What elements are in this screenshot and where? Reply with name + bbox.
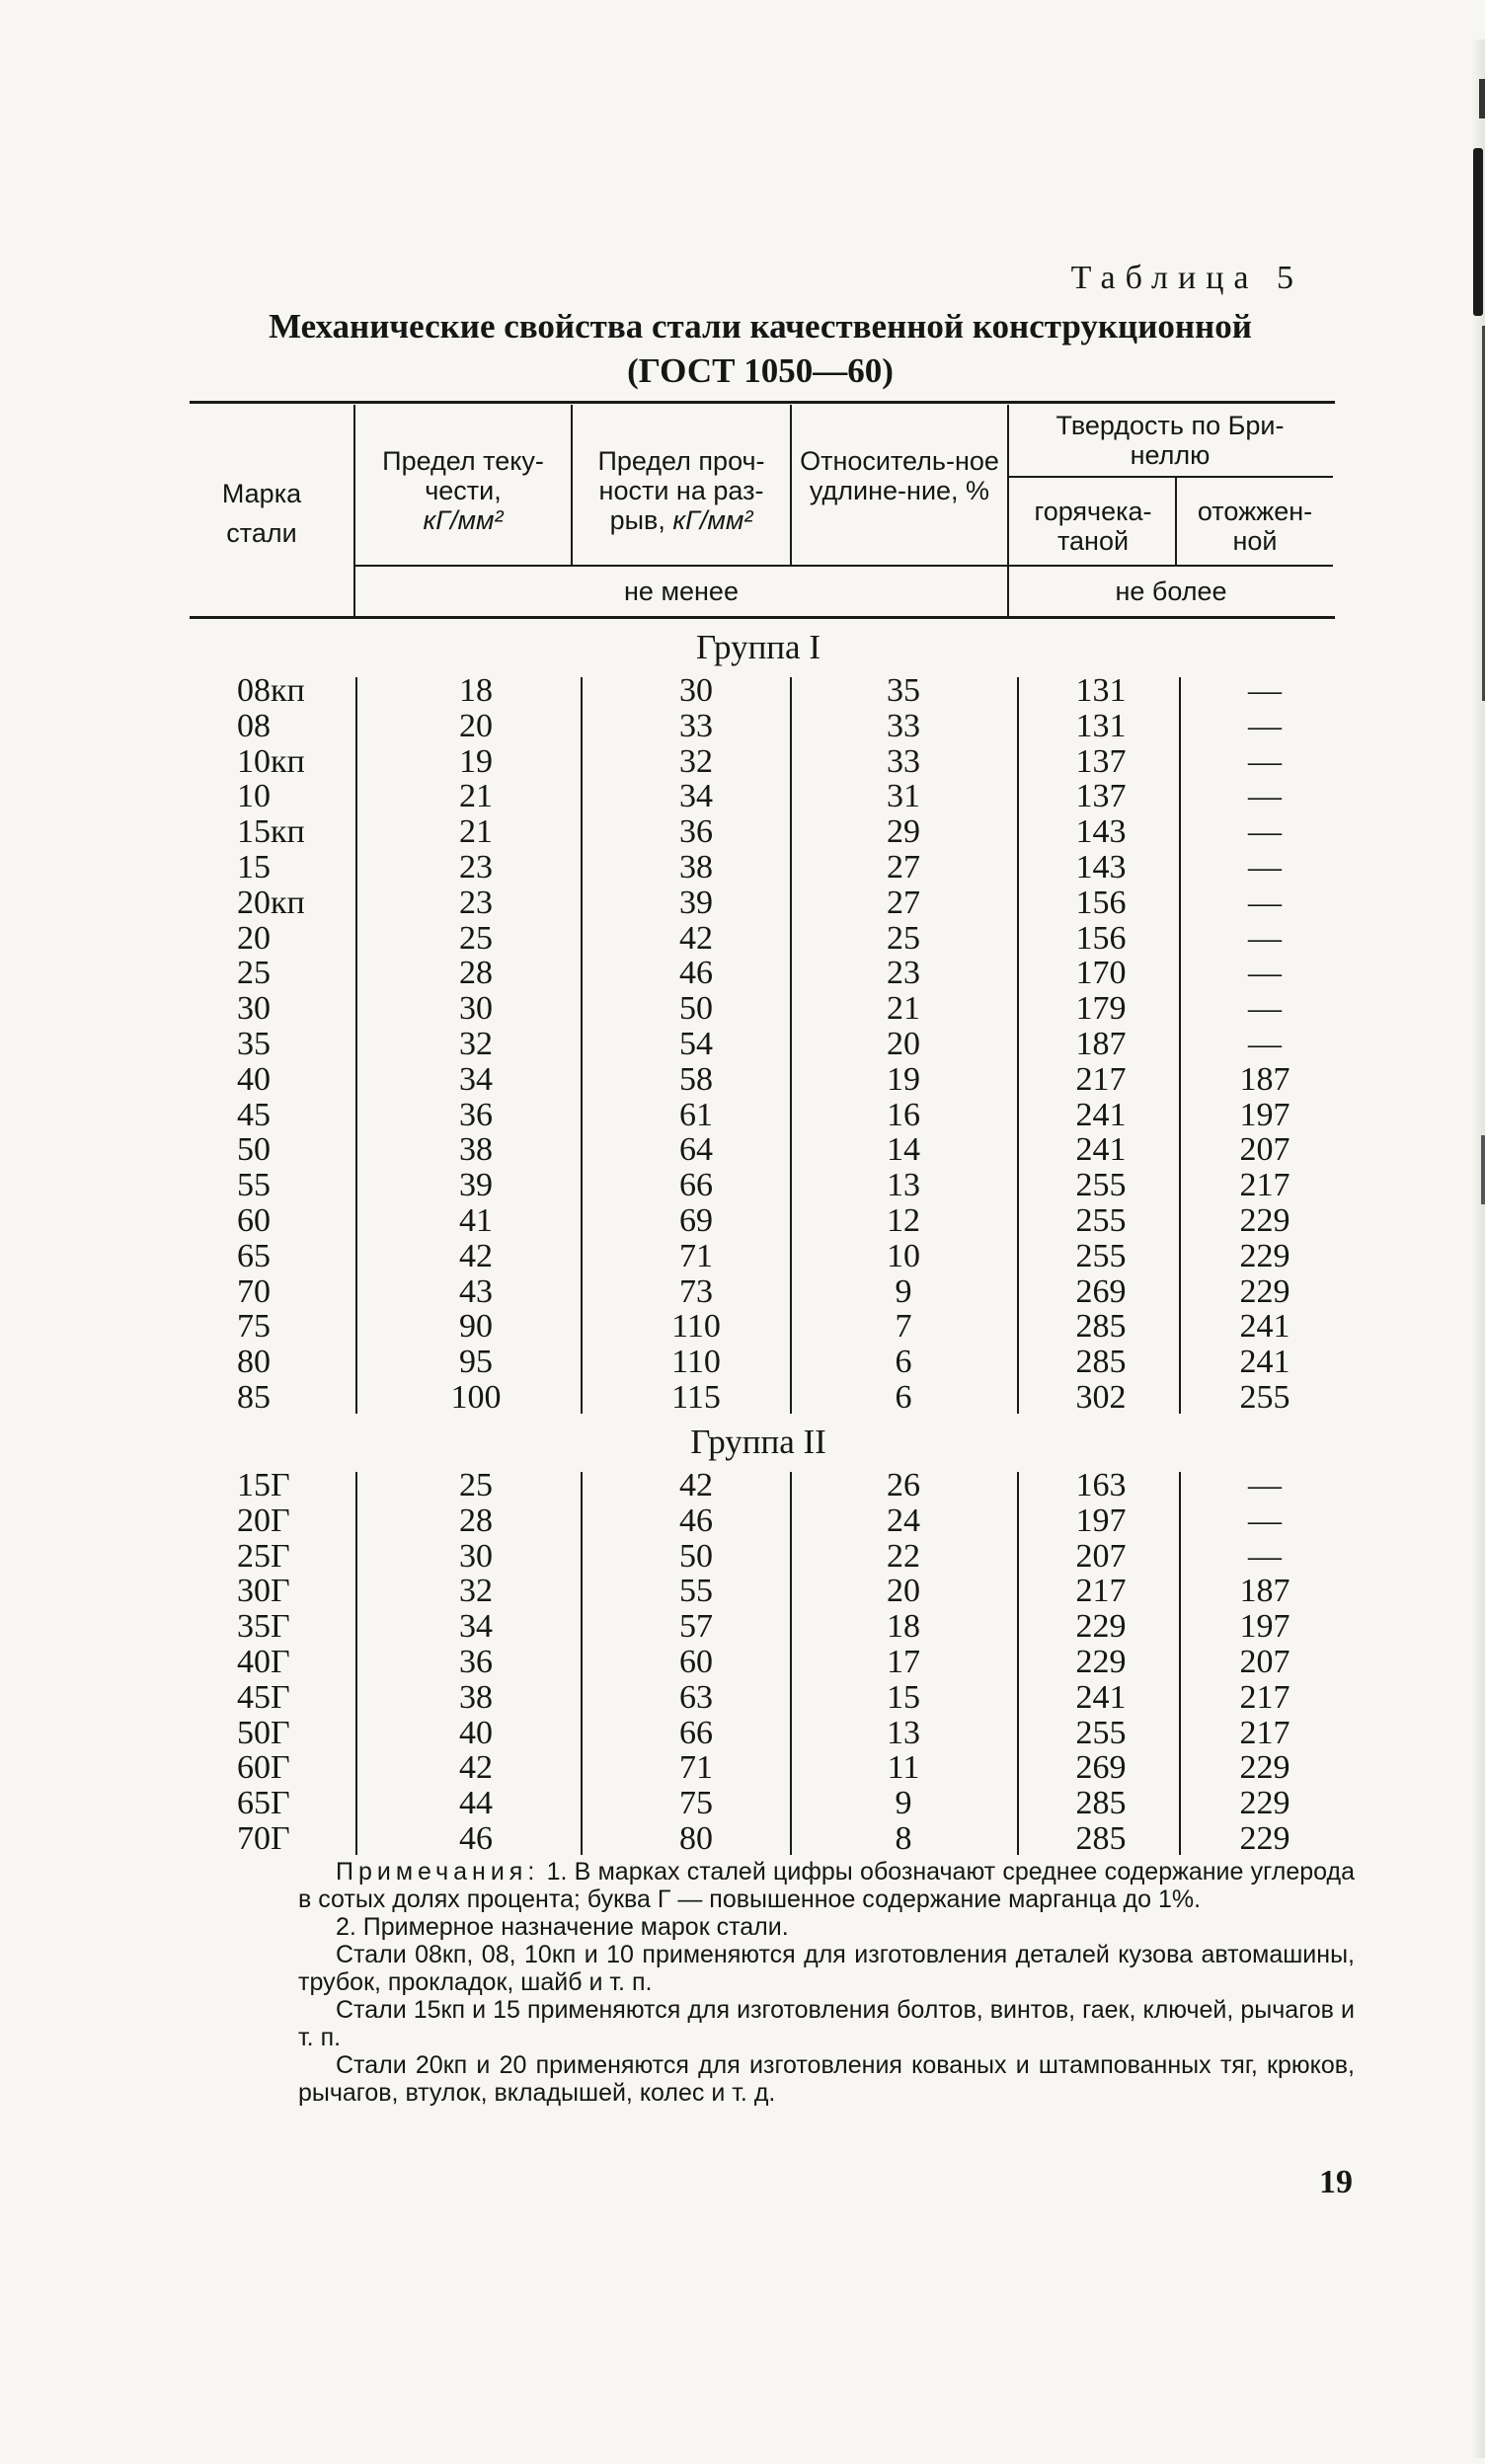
- cell-ann: 187: [1239, 1573, 1290, 1610]
- cell-elong: 27: [887, 849, 920, 886]
- cell-grade: 60Г: [237, 1749, 290, 1787]
- cell-hot: 241: [1075, 1678, 1127, 1716]
- column-divider: [1017, 1472, 1019, 1855]
- cell-yield: 95: [459, 1344, 493, 1381]
- header-tensile-unit: кГ/мм²: [672, 505, 753, 535]
- cell-hot: 131: [1075, 707, 1127, 744]
- cell-elong: 7: [895, 1308, 912, 1346]
- cell-tensile: 38: [679, 849, 713, 886]
- cell-elong: 10: [887, 1237, 920, 1274]
- cell-grade: 75: [237, 1308, 271, 1346]
- cell-hot: 229: [1075, 1644, 1127, 1680]
- cell-hot: 137: [1075, 742, 1127, 780]
- cell-yield: 30: [459, 1537, 493, 1575]
- cell-elong: 20: [887, 1026, 920, 1062]
- cell-tensile: 66: [679, 1714, 713, 1751]
- cell-yield: 38: [459, 1131, 493, 1169]
- cell-elong: 13: [887, 1167, 920, 1204]
- column-divider: [355, 1472, 357, 1855]
- cell-tensile: 71: [679, 1749, 713, 1787]
- cell-ann: 197: [1239, 1608, 1290, 1646]
- cell-yield: 19: [459, 742, 493, 780]
- cell-elong: 9: [895, 1785, 912, 1822]
- header-elongation: Относитель-ное удлине-ние, %: [800, 446, 999, 505]
- cell-elong: 16: [887, 1096, 920, 1133]
- cell-tensile: 80: [679, 1820, 713, 1857]
- cell-hot: 285: [1075, 1820, 1127, 1857]
- cell-ann: 207: [1239, 1644, 1290, 1680]
- column-divider: [1179, 1472, 1181, 1855]
- cell-elong: 15: [887, 1678, 920, 1716]
- cell-yield: 90: [459, 1308, 493, 1346]
- header-divider: [790, 405, 792, 565]
- header-rule: [1009, 476, 1333, 478]
- cell-tensile: 110: [671, 1308, 721, 1346]
- cell-yield: 25: [459, 1467, 493, 1503]
- cell-elong: 14: [887, 1131, 920, 1169]
- cell-tensile: 58: [679, 1060, 713, 1098]
- cell-elong: 22: [887, 1537, 920, 1575]
- cell-yield: 41: [459, 1202, 493, 1239]
- cell-hot: 179: [1075, 990, 1127, 1028]
- cell-tensile: 33: [679, 707, 713, 744]
- cell-grade: 35Г: [237, 1608, 290, 1646]
- cell-ann: —: [1248, 990, 1282, 1028]
- cell-ann: 229: [1239, 1785, 1290, 1822]
- cell-yield: 46: [459, 1820, 493, 1857]
- cell-grade: 40: [237, 1060, 271, 1098]
- cell-hot: 156: [1075, 884, 1127, 921]
- header-yield: [357, 446, 569, 535]
- cell-tensile: 55: [679, 1573, 713, 1610]
- header-yield-unit: кГ/мм²: [423, 505, 504, 535]
- note-2: 2. Примерное назначение марок стали.: [336, 1913, 789, 1941]
- cell-grade: 70: [237, 1272, 271, 1310]
- cell-elong: 9: [895, 1272, 912, 1310]
- cell-grade: 15: [237, 849, 271, 886]
- cell-yield: 44: [459, 1785, 493, 1822]
- cell-ann: 229: [1239, 1202, 1290, 1239]
- cell-yield: 25: [459, 919, 493, 957]
- header-tensile: [577, 446, 786, 535]
- column-divider: [581, 1472, 583, 1855]
- cell-tensile: 50: [679, 1537, 713, 1575]
- cell-elong: 23: [887, 955, 920, 992]
- column-divider: [355, 677, 357, 1414]
- cell-elong: 35: [887, 672, 920, 709]
- cell-yield: 32: [459, 1026, 493, 1062]
- header-max-label: не более: [1115, 577, 1227, 606]
- cell-hot: 255: [1075, 1167, 1127, 1204]
- cell-tensile: 71: [679, 1237, 713, 1274]
- table-title-line: Механические свойства стали качественной конструкционной: [269, 307, 1252, 346]
- cell-grade: 45Г: [237, 1678, 290, 1716]
- cell-yield: 39: [459, 1167, 493, 1204]
- cell-hot: 269: [1075, 1749, 1127, 1787]
- table-top-rule: [190, 401, 1335, 404]
- cell-hot: 143: [1075, 813, 1127, 851]
- cell-elong: 27: [887, 884, 920, 921]
- spine-mark: [1481, 1135, 1485, 1204]
- cell-yield: 28: [459, 1502, 493, 1539]
- cell-elong: 18: [887, 1608, 920, 1646]
- cell-elong: 12: [887, 1202, 920, 1239]
- column-divider: [1017, 677, 1019, 1414]
- cell-ann: 229: [1239, 1749, 1290, 1787]
- cell-elong: 13: [887, 1714, 920, 1751]
- group-title: Группа II: [690, 1423, 826, 1461]
- cell-hot: 131: [1075, 672, 1127, 709]
- cell-hot: 163: [1075, 1467, 1127, 1503]
- cell-tensile: 63: [679, 1678, 713, 1716]
- cell-grade: 50Г: [237, 1714, 290, 1751]
- cell-ann: —: [1248, 672, 1282, 709]
- header-annealed: отожжен-ной: [1197, 497, 1313, 556]
- cell-hot: 255: [1075, 1237, 1127, 1274]
- cell-ann: —: [1248, 1537, 1282, 1575]
- spine-mark: [1479, 79, 1485, 118]
- cell-elong: 20: [887, 1573, 920, 1610]
- cell-grade: 25: [237, 955, 271, 992]
- cell-elong: 11: [887, 1749, 920, 1787]
- cell-elong: 26: [887, 1467, 920, 1503]
- cell-grade: 15кп: [237, 813, 305, 851]
- cell-grade: 08: [237, 707, 271, 744]
- cell-yield: 100: [450, 1379, 502, 1416]
- cell-ann: —: [1248, 849, 1282, 886]
- cell-yield: 43: [459, 1272, 493, 1310]
- cell-hot: 285: [1075, 1344, 1127, 1381]
- cell-hot: 241: [1075, 1131, 1127, 1169]
- cell-grade: 20Г: [237, 1502, 290, 1539]
- cell-elong: 33: [887, 742, 920, 780]
- notes-label: Примечания:: [336, 1858, 540, 1886]
- cell-yield: 34: [459, 1608, 493, 1646]
- cell-elong: 6: [895, 1344, 912, 1381]
- cell-grade: 80: [237, 1344, 271, 1381]
- cell-hot: 143: [1075, 849, 1127, 886]
- cell-ann: 217: [1239, 1714, 1290, 1751]
- cell-grade: 30: [237, 990, 271, 1028]
- cell-elong: 24: [887, 1502, 920, 1539]
- cell-ann: —: [1248, 919, 1282, 957]
- cell-elong: 25: [887, 919, 920, 957]
- header-min-label: не менее: [624, 577, 739, 606]
- cell-ann: —: [1248, 955, 1282, 992]
- cell-ann: 217: [1239, 1678, 1290, 1716]
- notes: [298, 1858, 1355, 2107]
- cell-yield: 30: [459, 990, 493, 1028]
- cell-ann: 197: [1239, 1096, 1290, 1133]
- cell-ann: 187: [1239, 1060, 1290, 1098]
- cell-ann: 229: [1239, 1237, 1290, 1274]
- header-rule: [1009, 565, 1333, 567]
- cell-ann: —: [1248, 1502, 1282, 1539]
- cell-tensile: 69: [679, 1202, 713, 1239]
- cell-tensile: 32: [679, 742, 713, 780]
- cell-ann: 241: [1239, 1344, 1290, 1381]
- cell-yield: 40: [459, 1714, 493, 1751]
- cell-hot: 170: [1075, 955, 1127, 992]
- cell-yield: 36: [459, 1644, 493, 1680]
- cell-yield: 18: [459, 672, 493, 709]
- cell-ann: —: [1248, 1467, 1282, 1503]
- header-grade: Марка стали: [221, 479, 302, 548]
- cell-tensile: 66: [679, 1167, 713, 1204]
- cell-tensile: 61: [679, 1096, 713, 1133]
- header-tensile-label: Предел проч-ности на раз-рыв,: [597, 446, 765, 535]
- table-title-line: (ГОСТ 1050—60): [627, 351, 894, 390]
- note-1-text: 1. В марках сталей цифры обозначают среднее содержание углерода в сотых долях процента; буква Г — повышенное содержание марганца до 1%.: [298, 1858, 1355, 1913]
- cell-tensile: 46: [679, 1502, 713, 1539]
- cell-tensile: 60: [679, 1644, 713, 1680]
- table-number: Таблица 5: [1070, 260, 1303, 296]
- cell-tensile: 57: [679, 1608, 713, 1646]
- cell-ann: 207: [1239, 1131, 1290, 1169]
- cell-grade: 35: [237, 1026, 271, 1062]
- cell-tensile: 46: [679, 955, 713, 992]
- cell-grade: 50: [237, 1131, 271, 1169]
- cell-elong: 8: [895, 1820, 912, 1857]
- header-hardness: Твердость по Бри-неллю: [1055, 411, 1285, 470]
- cell-tensile: 73: [679, 1272, 713, 1310]
- cell-hot: 137: [1075, 778, 1127, 815]
- header-yield-label: Предел теку-чести,: [382, 446, 544, 505]
- cell-hot: 285: [1075, 1308, 1127, 1346]
- cell-hot: 217: [1075, 1060, 1127, 1098]
- cell-ann: —: [1248, 778, 1282, 815]
- cell-ann: —: [1248, 884, 1282, 921]
- cell-hot: 255: [1075, 1714, 1127, 1751]
- header-divider: [1007, 405, 1009, 616]
- cell-grade: 08кп: [237, 672, 305, 709]
- cell-hot: 255: [1075, 1202, 1127, 1239]
- note-paragraph: Стали 20кп и 20 применяются для изготовления кованых и штампованных тяг, крюков, рычагов, втулок, вкладышей, колес и т. д.: [298, 2051, 1355, 2107]
- cell-tensile: 42: [679, 1467, 713, 1503]
- cell-grade: 15Г: [237, 1467, 290, 1503]
- cell-ann: —: [1248, 1026, 1282, 1062]
- spine-mark: [1473, 148, 1483, 316]
- cell-grade: 30Г: [237, 1573, 290, 1610]
- cell-ann: —: [1248, 813, 1282, 851]
- cell-grade: 20: [237, 919, 271, 957]
- cell-ann: 255: [1239, 1379, 1290, 1416]
- cell-yield: 21: [459, 813, 493, 851]
- cell-tensile: 34: [679, 778, 713, 815]
- cell-tensile: 42: [679, 919, 713, 957]
- cell-hot: 187: [1075, 1026, 1127, 1062]
- cell-ann: —: [1248, 707, 1282, 744]
- cell-elong: 19: [887, 1060, 920, 1098]
- cell-tensile: 39: [679, 884, 713, 921]
- cell-tensile: 64: [679, 1131, 713, 1169]
- cell-elong: 29: [887, 813, 920, 851]
- cell-grade: 10кп: [237, 742, 305, 780]
- cell-hot: 197: [1075, 1502, 1127, 1539]
- cell-hot: 207: [1075, 1537, 1127, 1575]
- cell-tensile: 36: [679, 813, 713, 851]
- cell-yield: 34: [459, 1060, 493, 1098]
- cell-ann: 217: [1239, 1167, 1290, 1204]
- cell-grade: 20кп: [237, 884, 305, 921]
- cell-grade: 10: [237, 778, 271, 815]
- cell-yield: 28: [459, 955, 493, 992]
- column-divider: [581, 677, 583, 1414]
- cell-grade: 65: [237, 1237, 271, 1274]
- cell-elong: 33: [887, 707, 920, 744]
- cell-grade: 65Г: [237, 1785, 290, 1822]
- table-title: [148, 304, 1372, 393]
- cell-tensile: 50: [679, 990, 713, 1028]
- cell-tensile: 115: [671, 1379, 721, 1416]
- cell-yield: 38: [459, 1678, 493, 1716]
- header-rule: [355, 565, 1009, 567]
- cell-hot: 285: [1075, 1785, 1127, 1822]
- note-paragraph: Стали 08кп, 08, 10кп и 10 применяются для изготовления деталей кузова автомашины, трубок, прокладок, шайб и т. п.: [298, 1941, 1355, 1996]
- header-divider: [1175, 478, 1177, 565]
- cell-elong: 21: [887, 990, 920, 1028]
- cell-yield: 23: [459, 884, 493, 921]
- cell-hot: 241: [1075, 1096, 1127, 1133]
- cell-tensile: 54: [679, 1026, 713, 1062]
- column-divider: [790, 1472, 792, 1855]
- cell-grade: 25Г: [237, 1537, 290, 1575]
- cell-ann: 241: [1239, 1308, 1290, 1346]
- note-paragraph: Стали 15кп и 15 применяются для изготовления болтов, винтов, гаек, ключей, рычагов и т. п.: [298, 1996, 1355, 2051]
- cell-hot: 269: [1075, 1272, 1127, 1310]
- cell-hot: 217: [1075, 1573, 1127, 1610]
- cell-hot: 156: [1075, 919, 1127, 957]
- cell-grade: 45: [237, 1096, 271, 1133]
- cell-grade: 70Г: [237, 1820, 290, 1857]
- cell-grade: 40Г: [237, 1644, 290, 1680]
- header-bottom-rule: [190, 616, 1335, 619]
- note-1: [298, 1858, 1355, 1913]
- cell-elong: 17: [887, 1644, 920, 1680]
- cell-grade: 60: [237, 1202, 271, 1239]
- cell-yield: 20: [459, 707, 493, 744]
- group-title: Группа I: [696, 628, 821, 666]
- cell-tensile: 75: [679, 1785, 713, 1822]
- cell-tensile: 110: [671, 1344, 721, 1381]
- cell-elong: 6: [895, 1379, 912, 1416]
- header-hot-rolled: горячека-таной: [1034, 497, 1152, 556]
- cell-tensile: 30: [679, 672, 713, 709]
- header-divider: [571, 405, 573, 565]
- column-divider: [1179, 677, 1181, 1414]
- header-divider: [353, 405, 355, 616]
- cell-yield: 32: [459, 1573, 493, 1610]
- cell-ann: 229: [1239, 1272, 1290, 1310]
- cell-yield: 21: [459, 778, 493, 815]
- cell-yield: 42: [459, 1749, 493, 1787]
- cell-ann: 229: [1239, 1820, 1290, 1857]
- cell-yield: 42: [459, 1237, 493, 1274]
- page-number: 19: [1319, 2164, 1353, 2200]
- column-divider: [790, 677, 792, 1414]
- cell-ann: —: [1248, 742, 1282, 780]
- cell-elong: 31: [887, 778, 920, 815]
- cell-yield: 23: [459, 849, 493, 886]
- cell-grade: 85: [237, 1379, 271, 1416]
- cell-grade: 55: [237, 1167, 271, 1204]
- cell-hot: 302: [1075, 1379, 1127, 1416]
- cell-yield: 36: [459, 1096, 493, 1133]
- cell-hot: 229: [1075, 1608, 1127, 1646]
